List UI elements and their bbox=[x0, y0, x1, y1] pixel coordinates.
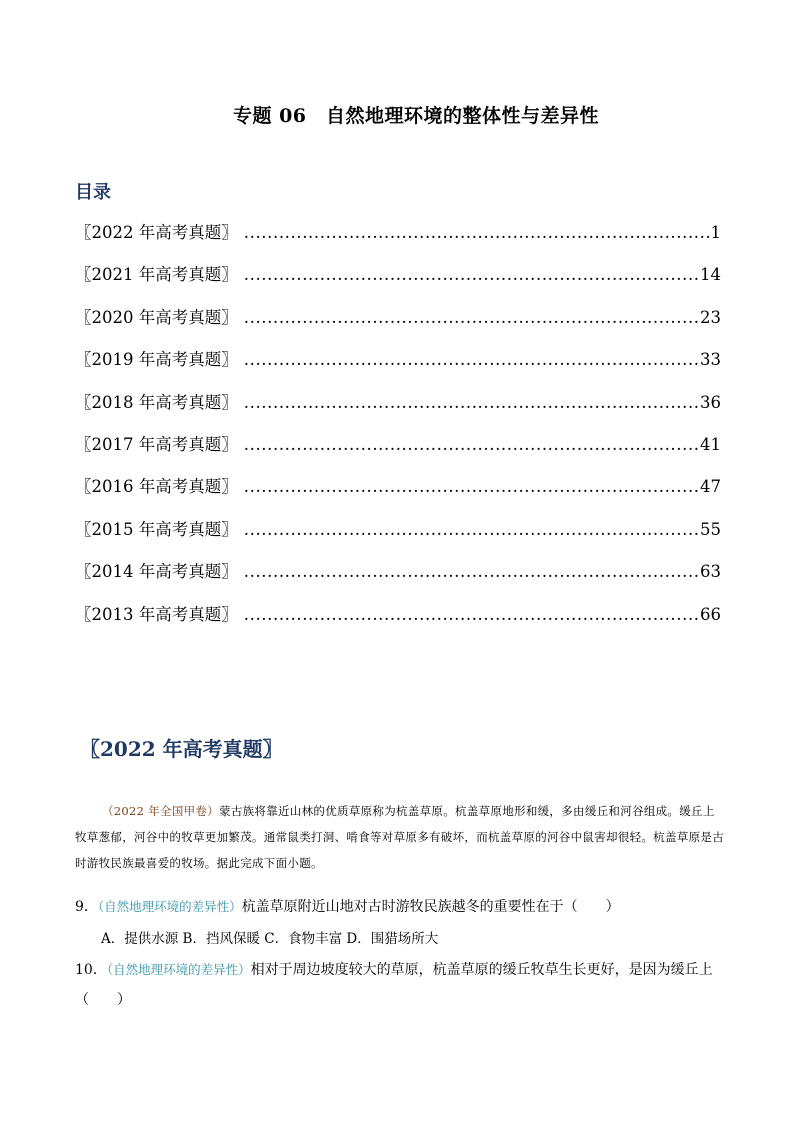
toc-entry-label: 〖2022 年高考真题〗 bbox=[75, 223, 238, 242]
question-10 bbox=[75, 955, 725, 1015]
toc-entry-page: 1 bbox=[710, 223, 721, 242]
passage-text: 蒙古族将靠近山林的优质草原称为杭盖草原。杭盖草原地形和缓，多由缓丘和河谷组成。缓丘上牧草葱郁，河谷中的牧草更加繁茂。通常鼠类打洞、啃食等对草原多有破坏，而杭盖草原的河谷中鼠害却很轻。杭盖草原是古时游牧民族最喜爱的牧场。据此完成下面小题。 bbox=[75, 804, 724, 870]
reading-passage bbox=[75, 798, 725, 876]
toc-entry[interactable] bbox=[75, 346, 721, 388]
toc-entry[interactable] bbox=[75, 304, 721, 346]
toc-entry-page: 23 bbox=[700, 307, 721, 327]
toc-entry-page: 36 bbox=[700, 392, 721, 412]
toc-entry[interactable] bbox=[75, 516, 721, 558]
toc-entry[interactable] bbox=[75, 473, 721, 515]
toc-entry-label: 〖2019 年高考真题〗 bbox=[75, 350, 238, 370]
section-heading: 〖2022 年高考真题〗 bbox=[80, 737, 283, 761]
question-tag: （自然地理环境的差异性） bbox=[97, 899, 242, 914]
toc-entry-page: 66 bbox=[700, 604, 721, 624]
toc-entry[interactable] bbox=[75, 431, 721, 473]
toc-entry-label: 〖2020 年高考真题〗 bbox=[75, 307, 238, 327]
question-tag: （自然地理环境的差异性） bbox=[106, 962, 251, 977]
toc-entry-label: 〖2015 年高考真题〗 bbox=[75, 519, 238, 539]
toc-entry[interactable] bbox=[75, 601, 721, 643]
page-title: 专题 06 自然地理环境的整体性与差异性 bbox=[232, 105, 600, 127]
toc-entry-label: 〖2018 年高考真题〗 bbox=[75, 392, 238, 412]
toc-entry-page: 47 bbox=[700, 477, 721, 497]
toc-entry-label: 〖2017 年高考真题〗 bbox=[75, 434, 238, 454]
toc-leader-dots bbox=[244, 223, 710, 242]
toc-leader-dots bbox=[244, 435, 699, 454]
toc-entry[interactable] bbox=[75, 219, 721, 261]
question-9 bbox=[75, 892, 725, 922]
toc-entry[interactable] bbox=[75, 261, 721, 303]
toc-leader-dots bbox=[244, 350, 699, 369]
toc-entry-page: 33 bbox=[700, 350, 721, 370]
toc-leader-dots bbox=[244, 520, 699, 539]
question-number: 10． bbox=[75, 962, 107, 978]
toc-entry-page: 55 bbox=[700, 519, 721, 539]
toc-entry-label: 〖2021 年高考真题〗 bbox=[75, 265, 238, 285]
toc-leader-dots bbox=[244, 393, 699, 412]
toc-leader-dots bbox=[244, 265, 699, 284]
toc-entry-page: 63 bbox=[700, 562, 721, 582]
toc-leader-dots bbox=[244, 605, 699, 624]
passage-source: （2022 年全国甲卷） bbox=[102, 804, 220, 818]
question-number: 9． bbox=[75, 899, 98, 915]
toc-entry-page: 41 bbox=[700, 434, 721, 454]
question-9-options: A．提供水源 B．挡风保暖 C．食物丰富 D．围猎场所大 bbox=[101, 931, 439, 947]
toc-leader-dots bbox=[244, 308, 699, 327]
toc-entry-page: 14 bbox=[700, 265, 721, 285]
toc-entry-label: 〖2013 年高考真题〗 bbox=[75, 604, 238, 624]
toc-heading: 目录 bbox=[75, 182, 111, 203]
table-of-contents bbox=[75, 219, 721, 643]
toc-entry-label: 〖2014 年高考真题〗 bbox=[75, 562, 238, 582]
question-text: 相对于周边坡度较大的草原，杭盖草原的缓丘牧草生长更好，是因为缓丘上（ ） bbox=[75, 962, 713, 1008]
toc-entry[interactable] bbox=[75, 389, 721, 431]
toc-leader-dots bbox=[244, 562, 699, 581]
toc-entry-label: 〖2016 年高考真题〗 bbox=[75, 477, 238, 497]
toc-entry[interactable] bbox=[75, 558, 721, 600]
toc-leader-dots bbox=[244, 477, 699, 496]
question-text: 杭盖草原附近山地对古时游牧民族越冬的重要性在于（ ） bbox=[241, 899, 620, 915]
